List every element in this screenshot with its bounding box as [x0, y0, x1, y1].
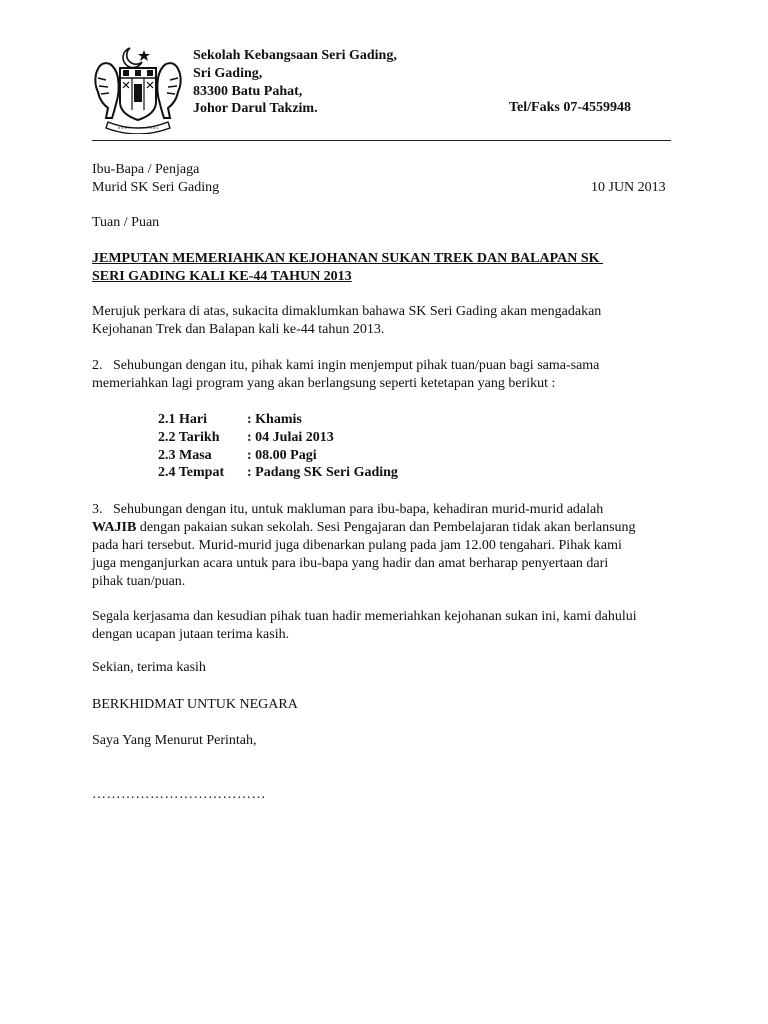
detail-label: 2.2 Tarikh — [158, 429, 220, 445]
motto: BERKHIDMAT UNTUK NEGARA — [92, 697, 298, 712]
detail-row — [158, 429, 398, 447]
school-address-line: Johor Darul Takzim. — [193, 101, 318, 117]
paragraph-line: 2. Sehubungan dengan itu, pihak kami ingin menjemput pihak tuan/puan bagi sama-sama — [92, 358, 600, 373]
paragraph-line: pihak tuan/puan. — [92, 574, 186, 589]
paragraph-line: dengan ucapan jutaan terima kasih. — [92, 627, 290, 642]
paragraph-line: 3. Sehubungan dengan itu, untuk makluman para ibu-bapa, kehadiran murid-murid adalah — [92, 502, 604, 517]
detail-value: : Khamis — [247, 412, 302, 427]
detail-label: 2.4 Tempat — [158, 465, 225, 481]
detail-row — [158, 464, 398, 482]
detail-value: : Padang SK Seri Gading — [247, 465, 398, 481]
emphasis-wajib: WAJIB — [92, 520, 137, 535]
malaysia-coat-of-arms-icon — [90, 44, 186, 134]
detail-row — [158, 447, 398, 465]
paragraph-text: dengan pakaian sukan sekolah. Sesi Pengajaran dan Pembelajaran tidak akan berlansung — [136, 520, 636, 535]
school-name: Sekolah Kebangsaan Seri Gading, — [193, 48, 397, 63]
paragraph-1 — [92, 303, 601, 339]
closing: Sekian, terima kasih — [92, 660, 206, 675]
detail-row — [158, 411, 398, 429]
paragraph-3 — [92, 501, 636, 591]
telfax: Tel/Faks 07-4559948 — [509, 100, 631, 115]
paragraph-line: Segala kerjasama dan kesudian pihak tuan hadir memeriahkan kejohanan sukan ini, kami dahului — [92, 609, 637, 624]
school-address-line: 83300 Batu Pahat, — [193, 83, 303, 99]
detail-value: : 08.00 Pagi — [247, 447, 317, 463]
paragraph-line: Merujuk perkara di atas, sukacita dimaklumkan bahawa SK Seri Gading akan mengadakan — [92, 304, 602, 319]
school-address — [193, 47, 397, 118]
recipient-block — [92, 161, 219, 197]
paragraph-line: memeriahkan lagi program yang akan berlangsung seperti ketetapan yang berikut : — [92, 376, 556, 391]
header-divider — [92, 140, 671, 141]
detail-label: 2.3 Masa — [158, 447, 212, 463]
subject-line: JEMPUTAN MEMERIAHKAN KEJOHANAN SUKAN TREK DAN BALAPAN SK — [92, 251, 604, 266]
recipient-line: Ibu-Bapa / Penjaga — [92, 162, 200, 177]
paragraph-line — [92, 519, 636, 537]
event-details — [158, 411, 398, 482]
paragraph-4 — [92, 608, 637, 644]
subject-line: SERI GADING KALI KE-44 TAHUN 2013 — [92, 269, 352, 284]
signoff: Saya Yang Menurut Perintah, — [92, 733, 257, 748]
signature-line: ……………………………… — [92, 787, 266, 802]
paragraph-2 — [92, 357, 599, 393]
school-address-line: Sri Gading, — [193, 65, 263, 81]
letter-subject — [92, 250, 603, 286]
detail-value: : 04 Julai 2013 — [247, 429, 334, 445]
recipient-line: Murid SK Seri Gading — [92, 180, 220, 195]
letter-date: 10 JUN 2013 — [591, 180, 666, 195]
salutation: Tuan / Puan — [92, 215, 160, 230]
paragraph-line: juga menganjurkan acara untuk para ibu-bapa yang hadir dan amat berharap penyertaan dari — [92, 556, 609, 571]
detail-label: 2.1 Hari — [158, 412, 207, 427]
paragraph-line: Kejohanan Trek dan Balapan kali ke-44 tahun 2013. — [92, 322, 385, 337]
paragraph-line: pada hari tersebut. Murid-murid juga dibenarkan pulang pada jam 12.00 tengahari. Pihak kami — [92, 538, 622, 553]
